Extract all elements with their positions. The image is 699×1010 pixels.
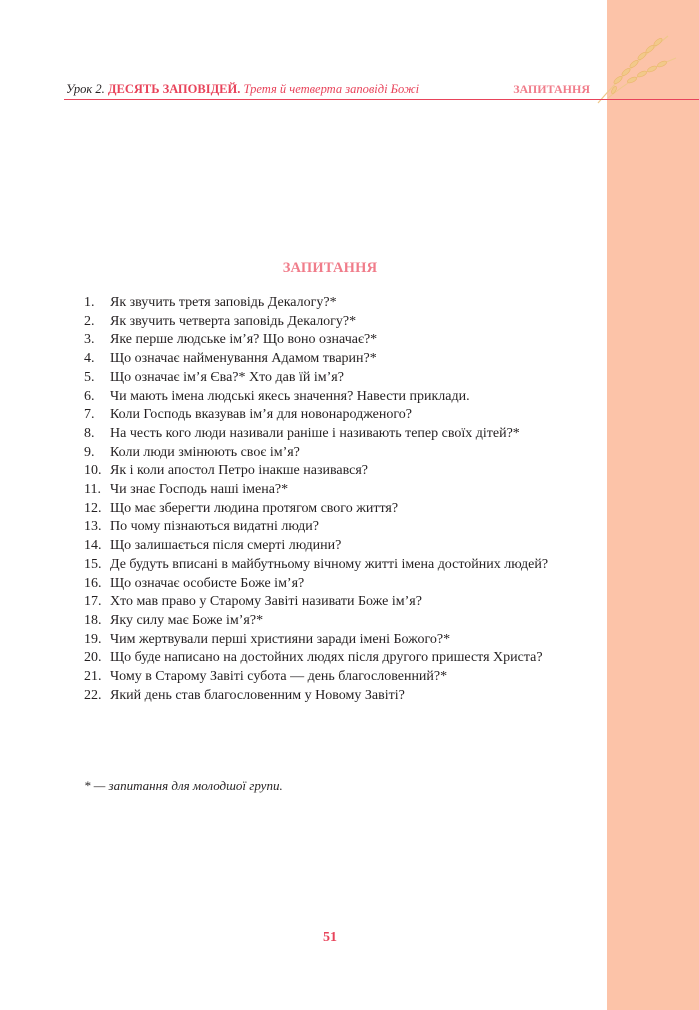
list-item xyxy=(84,313,604,332)
item-text: Чому в Старому Завіті субота — день благословенний?* xyxy=(110,669,448,685)
item-number: 12. xyxy=(84,500,102,516)
lesson-subtitle: Третя й четверта заповіді Божі xyxy=(243,82,420,96)
question-list xyxy=(84,294,604,705)
item-text: Чи знає Господь наші імена?* xyxy=(110,482,289,498)
section-label: ЗАПИТАННЯ xyxy=(513,82,590,96)
page-heading: ЗАПИТАННЯ xyxy=(282,260,378,276)
item-number: 22. xyxy=(84,687,102,703)
item-number: 19. xyxy=(84,631,102,647)
list-item xyxy=(84,369,604,388)
item-text: Чим жертвували перші християни заради імені Божого?* xyxy=(110,631,451,647)
list-item xyxy=(84,687,604,706)
item-number: 7. xyxy=(84,407,95,423)
item-text: Що означає найменування Адамом тварин?* xyxy=(110,351,377,367)
list-item xyxy=(84,612,604,631)
item-text: Що має зберегти людина протягом свого життя? xyxy=(110,500,399,516)
list-item xyxy=(84,294,604,313)
running-header xyxy=(66,82,600,97)
lesson-label: Урок 2. xyxy=(66,82,105,96)
side-color-band xyxy=(607,0,699,1010)
item-text: Чи мають імена людські якесь значення? Навести приклади. xyxy=(110,388,470,404)
list-item xyxy=(84,593,604,612)
item-number: 6. xyxy=(84,388,95,404)
list-item xyxy=(84,556,604,575)
item-number: 11. xyxy=(84,482,101,498)
item-number: 1. xyxy=(84,295,95,310)
page-number: 51 xyxy=(323,930,337,945)
list-item xyxy=(84,462,604,481)
item-text: Що означає особисте Боже ім’я? xyxy=(110,575,305,591)
list-item xyxy=(84,518,604,537)
list-item xyxy=(84,537,604,556)
item-number: 3. xyxy=(84,332,95,348)
item-text: Яку силу має Боже ім’я?* xyxy=(110,612,264,628)
list-item xyxy=(84,631,604,650)
item-text: Що залишається після смерті людини? xyxy=(110,538,342,554)
item-text: Коли Господь вказував ім’я для новонародженого? xyxy=(110,407,412,423)
item-text: Хто мав право у Старому Завіті називати Боже ім’я? xyxy=(110,594,422,610)
item-number: 21. xyxy=(84,669,102,685)
item-number: 15. xyxy=(84,556,102,572)
header-rule xyxy=(64,99,699,100)
list-item xyxy=(84,575,604,594)
item-text: Як звучить третя заповідь Декалогу?* xyxy=(110,295,337,310)
item-text: Що буде написано на достойних людях після другого пришестя Христа? xyxy=(110,650,543,666)
item-text: Яке перше людське ім’я? Що воно означає?* xyxy=(110,332,378,348)
list-item xyxy=(84,668,604,687)
item-number: 14. xyxy=(84,538,102,554)
item-number: 18. xyxy=(84,612,102,628)
item-text: Який день став благословенним у Новому Завіті? xyxy=(110,687,405,703)
item-number: 8. xyxy=(84,425,95,441)
item-text: По чому пізнаються видатні люди? xyxy=(110,519,319,535)
list-item xyxy=(84,350,604,369)
item-text: На честь кого люди називали раніше і називають тепер своїх дітей?* xyxy=(110,425,520,441)
list-item xyxy=(84,331,604,350)
item-number: 17. xyxy=(84,594,102,610)
list-item xyxy=(84,425,604,444)
list-item xyxy=(84,388,604,407)
item-number: 20. xyxy=(84,650,102,666)
item-text: Де будуть вписані в майбутньому вічному житті імена достойних людей? xyxy=(110,556,549,572)
item-number: 9. xyxy=(84,444,95,460)
item-number: 16. xyxy=(84,575,102,591)
lesson-title: ДЕСЯТЬ ЗАПОВІДЕЙ. xyxy=(107,82,241,96)
item-number: 13. xyxy=(84,519,102,535)
item-number: 5. xyxy=(84,369,95,385)
item-number: 4. xyxy=(84,351,95,367)
item-number: 10. xyxy=(84,463,102,479)
list-item xyxy=(84,481,604,500)
item-text: Коли люди змінюють своє ім’я? xyxy=(110,444,300,460)
list-item xyxy=(84,406,604,425)
list-item xyxy=(84,444,604,463)
footnote: * — запитання для молодшої групи. xyxy=(84,778,283,793)
item-text: Як і коли апостол Петро інакше називався? xyxy=(110,463,369,479)
item-text: Як звучить четверта заповідь Декалогу?* xyxy=(110,313,357,329)
item-number: 2. xyxy=(84,313,95,329)
wheat-ornament-icon xyxy=(588,28,680,108)
item-text: Що означає ім’я Єва?* Хто дав їй ім’я? xyxy=(110,369,344,385)
list-item xyxy=(84,500,604,519)
list-item xyxy=(84,649,604,668)
